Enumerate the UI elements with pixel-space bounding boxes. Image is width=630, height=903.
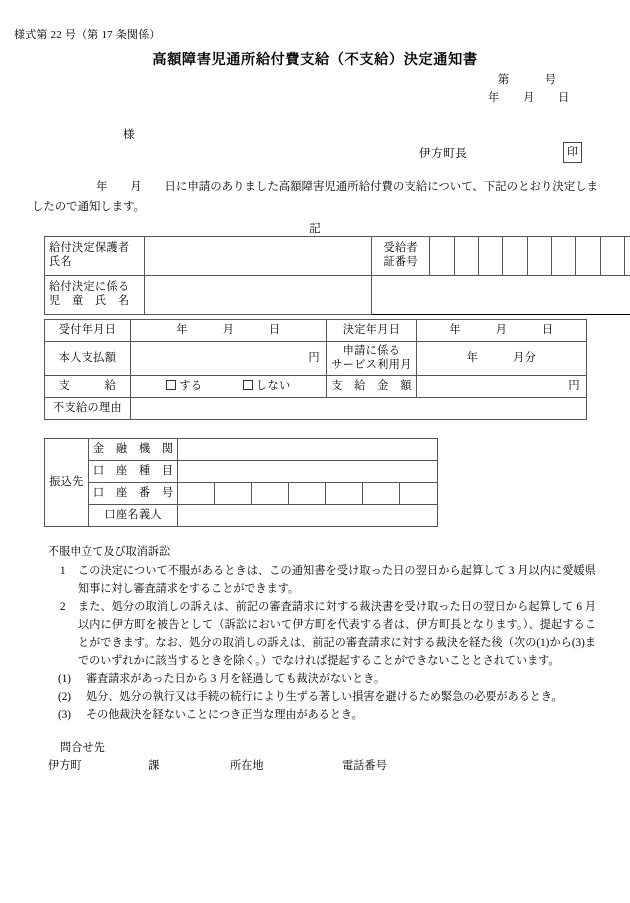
cert-number-cell[interactable] <box>576 237 600 276</box>
appeal-notes-title: 不服申立て及び取消訴訟 <box>48 546 171 558</box>
account-type-label: 口 座 種 目 <box>89 461 178 483</box>
account-type-input[interactable] <box>178 461 438 483</box>
contact-row <box>48 758 387 776</box>
recipient-table-spacer <box>372 276 630 315</box>
appeal-notes <box>48 544 596 725</box>
table-row <box>45 342 587 376</box>
cert-number-cell[interactable] <box>552 237 576 276</box>
cert-number-cell[interactable] <box>478 237 502 276</box>
payment-amount-unit: 円 <box>568 380 580 393</box>
body-paragraph <box>32 178 598 217</box>
table-row <box>45 276 630 315</box>
guardian-name-input[interactable] <box>144 237 371 276</box>
account-holder-input[interactable] <box>178 505 438 527</box>
appeal-item-marker: 1 <box>60 564 66 577</box>
service-month-label-line2: サービス利用月 <box>331 358 412 371</box>
table-row <box>45 505 438 527</box>
guardian-name-label-line1: 給付決定保護者 <box>49 242 130 255</box>
appeal-item <box>48 599 596 671</box>
cert-number-label-line2: 証番号 <box>383 256 418 268</box>
addressee-suffix: 様 <box>123 128 135 141</box>
bank-institution-label: 金 融 機 関 <box>89 439 178 461</box>
child-name-input[interactable] <box>144 276 371 315</box>
contact-title: 問合せ先 <box>60 742 105 754</box>
cert-number-label <box>372 237 430 276</box>
payment-label: 支 給 <box>45 376 131 398</box>
table-row <box>45 439 438 461</box>
cert-number-cell[interactable] <box>527 237 551 276</box>
form-number: 様式第 22 号（第 17 条関係） <box>14 29 161 41</box>
cert-number-cell[interactable] <box>503 237 527 276</box>
cert-number-label-line1: 受給者 <box>383 242 418 255</box>
contact-town: 伊方町 <box>48 759 82 772</box>
issuer-name: 伊方町長 <box>419 147 468 160</box>
cert-number-cell[interactable] <box>625 237 630 276</box>
appeal-sub-item <box>48 689 596 707</box>
appeal-item-marker: 2 <box>60 600 66 613</box>
cert-number-cell[interactable] <box>600 237 624 276</box>
child-name-label <box>45 276 145 315</box>
contact-department: 課 <box>148 759 160 772</box>
table-row <box>45 483 438 505</box>
appeal-sub-item <box>48 671 596 689</box>
body-paragraph-text: 年 月 日に申請のありました高額障害児通所給付費の支給について、下記のとおり決定しましたので通知します。 <box>32 181 598 213</box>
cert-number-cell[interactable] <box>430 237 454 276</box>
payment-amount-label: 支 給 金 額 <box>327 376 417 398</box>
service-month-label-line1: 申請に係る <box>342 344 401 357</box>
payment-options <box>131 376 327 398</box>
seal-icon: 印 <box>563 142 582 163</box>
payment-yes-checkbox[interactable] <box>166 378 202 395</box>
nonpayment-reason-input[interactable] <box>131 398 587 420</box>
account-number-cell[interactable] <box>178 483 215 505</box>
account-holder-label: 口座名義人 <box>89 505 178 527</box>
child-name-label-line2: 児 童 氏 名 <box>49 295 130 307</box>
receipt-date-value[interactable]: 年 月 日 <box>131 320 327 342</box>
table-row <box>45 320 587 342</box>
guardian-name-label-line2: 氏名 <box>49 256 72 268</box>
self-payment-value[interactable] <box>131 342 327 376</box>
account-number-cell[interactable] <box>326 483 363 505</box>
payment-no-label: しない <box>255 380 291 393</box>
table-row <box>45 237 630 276</box>
receipt-date-label: 受付年月日 <box>45 320 131 342</box>
account-number-cell[interactable] <box>252 483 289 505</box>
appeal-sub-item-marker: (2) <box>58 690 71 703</box>
account-number-cell[interactable] <box>289 483 326 505</box>
appeal-sub-item-marker: (3) <box>58 708 71 721</box>
table-row <box>45 398 587 420</box>
payment-amount-value[interactable] <box>417 376 587 398</box>
appeal-sub-item-text: その他裁決を経ないことにつき正当な理由があるとき。 <box>86 708 363 721</box>
account-number-cell[interactable] <box>363 483 400 505</box>
checkbox-icon <box>243 380 253 390</box>
self-payment-label: 本人支払額 <box>45 342 131 376</box>
decision-table <box>44 319 587 420</box>
contact-address-label: 所在地 <box>230 759 264 772</box>
contact-phone-label: 電話番号 <box>342 759 387 772</box>
account-number-cell[interactable] <box>215 483 252 505</box>
page-title: 高額障害児通所給付費支給（不支給）決定通知書 <box>152 52 478 68</box>
checkbox-icon <box>166 380 176 390</box>
bank-group-label: 振込先 <box>45 439 89 527</box>
appeal-sub-item-text: 処分、処分の執行又は手続の続行により生ずる著しい損害を避けるため緊急の必要があるとき。 <box>86 690 563 703</box>
payment-yes-label: する <box>179 380 203 393</box>
self-payment-unit: 円 <box>308 352 320 365</box>
ki-mark: 記 <box>309 222 321 235</box>
appeal-item-text: また、処分の取消しの訴えは、前記の審査請求に対する裁決書を受け取った日の翌日から起算して 6 月以内に伊方町を被告として（訴訟において伊方町を代表する者は、伊方町長となります。）、提起することができます。なお、処分の取消しの訴えは、前記の審査請求に対する裁決を経た後（次の(1)から(3)までのいずれかに該当するときを除く。）でなければ提起することができないこととされています。 <box>78 600 596 667</box>
recipient-table <box>44 236 630 315</box>
child-name-label-line1: 給付決定に係る <box>49 281 130 294</box>
document-number-line: 第 号 <box>498 74 557 86</box>
nonpayment-reason-label: 不支給の理由 <box>45 398 131 420</box>
contact-section <box>48 740 387 776</box>
table-row <box>45 461 438 483</box>
account-number-label: 口 座 番 号 <box>89 483 178 505</box>
document-date-line: 年 月 日 <box>488 92 570 104</box>
guardian-name-label <box>45 237 145 276</box>
decision-date-value[interactable]: 年 月 日 <box>417 320 587 342</box>
service-month-value[interactable]: 年 月分 <box>417 342 587 376</box>
appeal-sub-item-marker: (1) <box>58 672 71 685</box>
payment-no-checkbox[interactable] <box>243 378 291 395</box>
cert-number-cell[interactable] <box>454 237 478 276</box>
appeal-sub-item <box>48 707 596 725</box>
appeal-sub-item-text: 審査請求があった日から 3 月を経過しても裁決がないとき。 <box>86 672 385 685</box>
bank-institution-input[interactable] <box>178 439 438 461</box>
account-number-cell[interactable] <box>400 483 438 505</box>
appeal-item <box>48 563 596 599</box>
table-row <box>45 376 587 398</box>
service-month-label <box>327 342 417 376</box>
bank-transfer-table <box>44 438 438 527</box>
appeal-item-text: この決定について不服があるときは、この通知書を受け取った日の翌日から起算して 3 月以内に愛媛県知事に対し審査請求をすることができます。 <box>78 564 596 595</box>
decision-date-label: 決定年月日 <box>327 320 417 342</box>
